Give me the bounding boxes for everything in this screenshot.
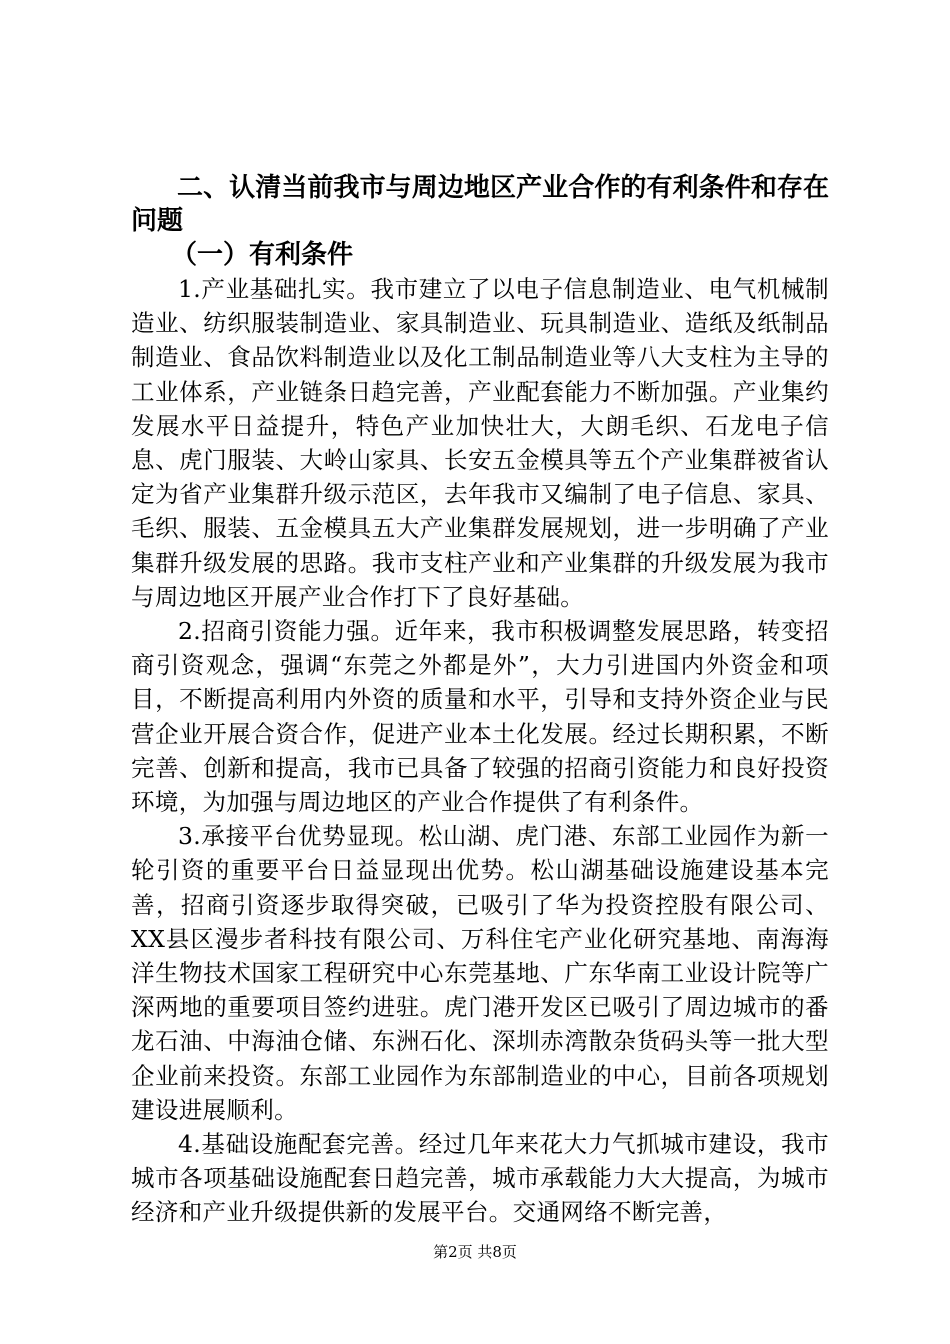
paragraph-investment-attraction: 2.招商引资能力强。近年来，我市积极调整发展思路，转变招商引资观念，强调“东莞之外都是外”，大力引进国内外资金和项目，不断提高利用内外资的质量和水平，引导和支持外资企业与民营企业开展合资合作，促进产业本土化发展。经过长期积累，不断完善、创新和提高，我市已具备了较强的招商引资能力和良好投资环境，为加强与周边地区的产业合作提供了有利条件。 <box>131 617 829 817</box>
subsection-heading: （一）有利条件 <box>171 240 354 270</box>
paragraph-industry-foundation: 1.产业基础扎实。我市建立了以电子信息制造业、电气机械制造业、纺织服装制造业、家具制造业、玩具制造业、造纸及纸制品制造业、食品饮料制造业以及化工制品制造业等八大支柱为主导的工业体系，产业链条日趋完善，产业配套能力不断加强。产业集约发展水平日益提升，特色产业加快壮大，大朗毛织、石龙电子信息、虎门服装、大岭山家具、长安五金模具等五个产业集群被省认定为省产业集群升级示范区，去年我市又编制了电子信息、家具、毛织、服装、五金模具五大产业集群发展规划，进一步明确了产业集群升级发展的思路。我市支柱产业和产业集群的升级发展为我市与周边地区开展产业合作打下了良好基础。 <box>131 275 829 611</box>
paragraph-platform-advantage: 3.承接平台优势显现。松山湖、虎门港、东部工业园作为新一轮引资的重要平台日益显现出优势。松山湖基础设施建设基本完善，招商引资逐步取得突破，已吸引了华为投资控股有限公司、XX县区漫步者科技有限公司、万科住宅产业化研究基地、南海海洋生物技术国家工程研究中心东莞基地、广东华南工业设计院等广深两地的重要项目签约进驻。虎门港开发区已吸引了周边城市的番龙石油、中海油仓储、东洲石化、深圳赤湾散杂货码头等一批大型企业前来投资。东部工业园作为东部制造业的中心，目前各项规划建设进展顺利。 <box>131 822 829 1124</box>
paragraph-infrastructure: 4.基础设施配套完善。经过几年来花大力气抓城市建设，我市城市各项基础设施配套日趋完善，城市承载能力大大提高，为城市经济和产业升级提供新的发展平台。交通网络不断完善， <box>131 1130 829 1227</box>
page-number-footer: 第2页 共8页 <box>433 1243 517 1261</box>
section-heading: 二、认清当前我市与周边地区产业合作的有利条件和存在问题 <box>131 173 829 236</box>
document-body <box>131 172 829 1230</box>
